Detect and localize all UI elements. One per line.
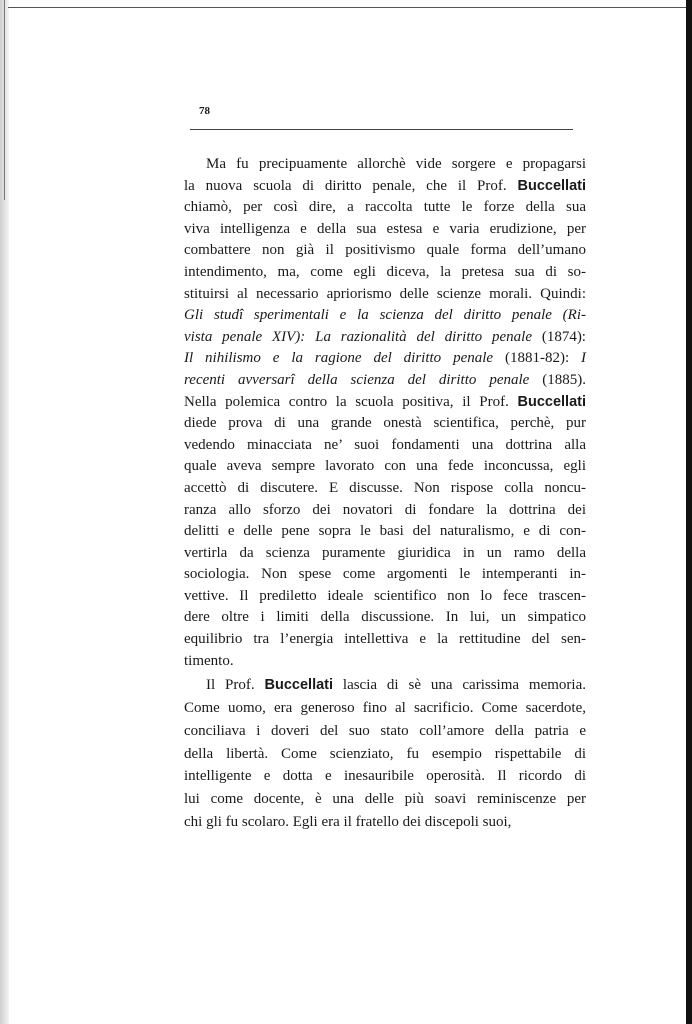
- text-line: [184, 697, 586, 720]
- text-line: [184, 607, 586, 629]
- text-segment: vedendo minacciata ne’ suoi fondamenti una dottrina alla: [184, 436, 586, 453]
- text-segment: sociologia. Non spese come argomenti le intemperanti in-: [184, 566, 586, 583]
- text-segment: chi gli fu scolaro. Egli era il fratello dei discepoli suoi,: [184, 814, 512, 831]
- text-line-content: [184, 720, 586, 743]
- text-line: [184, 327, 586, 349]
- scan-top-border: [8, 7, 686, 8]
- text-line: [184, 720, 586, 743]
- scan-right-edge: [686, 0, 692, 1024]
- text-line-content: [184, 197, 586, 219]
- text-line: [184, 765, 586, 788]
- text-segment: Nella polemica contro la scuola positiva, il Prof.: [184, 393, 518, 410]
- text-line: [184, 154, 586, 176]
- text-line-content: [184, 456, 586, 478]
- scan-left-edge: [0, 0, 9, 1024]
- text-segment: (1874):: [531, 328, 586, 345]
- text-line-content: [184, 284, 586, 306]
- text-line-content: [184, 521, 586, 543]
- text-line-content: [184, 392, 586, 414]
- text-line-content: [184, 500, 586, 522]
- text-line-content: [184, 765, 586, 788]
- text-line: [184, 543, 586, 565]
- page-body: [184, 154, 586, 834]
- text-line-content: [184, 176, 586, 198]
- text-segment: intelligente e dotta e inesauribile operosità. Il ricordo di: [184, 768, 586, 785]
- text-line-content: [184, 305, 586, 327]
- text-line-content: [184, 348, 586, 370]
- text-line: [184, 413, 586, 435]
- text-line-content: [184, 788, 586, 811]
- text-segment: accettò di discutere. E discusse. Non rispose colla noncu-: [184, 479, 586, 496]
- name-bold: Buccellati: [517, 393, 586, 410]
- text-line: [184, 456, 586, 478]
- text-segment: Come uomo, era generoso fino al sacrificio. Come sacerdote,: [184, 700, 586, 717]
- text-segment: vertirla da scienza puramente giuridica in un ramo della: [184, 544, 586, 561]
- text-line-content: [184, 478, 586, 500]
- text-segment: chiamò, per così dire, a raccolta tutte le forze della sua: [184, 199, 586, 216]
- text-line: [184, 176, 586, 198]
- text-line-content: [184, 811, 586, 834]
- text-line: [184, 651, 586, 673]
- text-segment: Il Prof.: [206, 677, 265, 694]
- text-line-content: [206, 154, 586, 176]
- text-line: [184, 811, 586, 834]
- paragraph: [184, 674, 586, 834]
- text-segment: stituirsi al necessario apriorismo delle scienze morali. Quindi:: [184, 285, 586, 302]
- text-segment: dere oltre i limiti della discussione. In lui, un simpatico: [184, 609, 586, 626]
- text-line-content: [184, 435, 586, 457]
- text-segment: la nuova scuola di diritto penale, che il Prof.: [184, 177, 518, 194]
- text-segment: (1881-82):: [493, 350, 582, 367]
- text-segment: equilibrio tra l’energia intellettiva e la rettitudine del sen-: [184, 631, 586, 648]
- text-line: [184, 564, 586, 586]
- text-line: [184, 219, 586, 241]
- name-bold: Buccellati: [517, 177, 586, 194]
- text-segment: quale aveva sempre lavorato con una fede inconcussa, egli: [184, 458, 586, 475]
- title-italic: Gli studî sperimentali e la scienza del diritto penale (Ri-: [184, 307, 586, 324]
- text-line: [184, 521, 586, 543]
- paragraph: [184, 154, 586, 672]
- text-line: [184, 586, 586, 608]
- text-line: [184, 478, 586, 500]
- text-segment: lascia di sè una carissima memoria.: [333, 677, 586, 694]
- text-line: [184, 240, 586, 262]
- title-italic: I: [581, 350, 587, 367]
- text-line-content: [184, 743, 586, 766]
- text-line-content: [184, 327, 586, 349]
- text-segment: (1885).: [529, 371, 586, 388]
- text-line-content: [184, 413, 586, 435]
- text-segment: intendimento, ma, come egli diceva, la pretesa sua di so-: [184, 263, 586, 280]
- text-segment: viva intelligenza e della sua estesa e varia erudizione, per: [184, 220, 586, 237]
- text-line: [184, 305, 586, 327]
- text-line: [184, 435, 586, 457]
- text-segment: ranza allo sforzo dei novatori di fondare la dottrina dei: [184, 501, 586, 518]
- text-segment: lui come docente, è una delle più soavi reminiscenze per: [184, 791, 586, 808]
- text-line-content: [184, 543, 586, 565]
- text-line-content: [184, 607, 586, 629]
- text-line-content: [184, 697, 586, 720]
- header-rule: [190, 129, 573, 130]
- text-line-content: [184, 586, 586, 608]
- title-italic: recenti avversarî della scienza del diritto penale: [184, 371, 530, 388]
- text-line: [184, 197, 586, 219]
- text-line: [184, 284, 586, 306]
- title-italic: vista penale XIV): La razionalità del diritto penale: [184, 328, 532, 345]
- text-line: [184, 743, 586, 766]
- text-line-content: [184, 219, 586, 241]
- text-segment: conciliava i doveri del suo stato coll’amore della patria e: [184, 722, 586, 739]
- text-segment: vettive. Il prediletto ideale scientifico non lo fece trascen-: [184, 587, 586, 604]
- text-segment: Ma fu precipuamente allorchè vide sorgere e propagarsi: [206, 156, 586, 172]
- text-line: [184, 262, 586, 284]
- text-line: [184, 629, 586, 651]
- text-segment: delitti e delle pene sopra le basi del naturalismo, e di con-: [184, 523, 586, 540]
- text-line: [184, 370, 586, 392]
- text-segment: combattere non già il positivismo quale forma dell’umano: [184, 242, 586, 259]
- text-line-content: [184, 240, 586, 262]
- text-line-content: [184, 370, 586, 392]
- text-line-content: [206, 674, 586, 697]
- text-line: [184, 674, 586, 697]
- text-line-content: [184, 651, 586, 673]
- text-line: [184, 500, 586, 522]
- name-bold: Buccellati: [264, 677, 334, 694]
- text-line: [184, 788, 586, 811]
- text-line-content: [184, 629, 586, 651]
- text-line-content: [184, 262, 586, 284]
- text-line: [184, 348, 586, 370]
- text-line: [184, 392, 586, 414]
- text-line-content: [184, 564, 586, 586]
- text-segment: della libertà. Come scienziato, fu esempio rispettabile di: [184, 745, 586, 762]
- text-segment: diede prova di una grande onestà scientifica, perchè, pur: [184, 415, 586, 432]
- text-segment: timento.: [184, 652, 234, 669]
- title-italic: Il nihilismo e la ragione del diritto penale: [184, 350, 494, 367]
- page-number: 78: [199, 105, 210, 117]
